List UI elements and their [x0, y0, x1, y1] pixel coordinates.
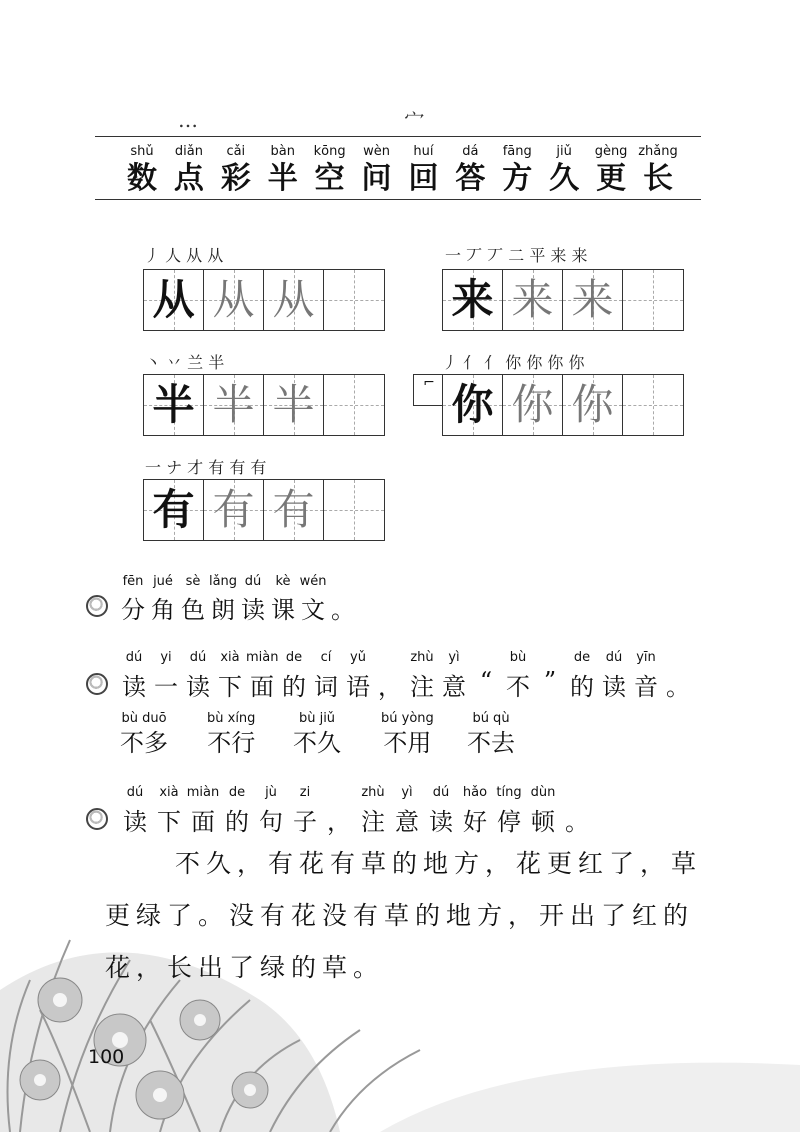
pinyin-syllable: de	[285, 650, 303, 665]
pinyin-syllable: dú	[126, 785, 144, 800]
grid-cell	[503, 270, 563, 330]
pinyin-syllable: zhù	[410, 650, 434, 665]
hanzi: 课	[271, 596, 295, 624]
trace-char: 半	[212, 380, 255, 429]
passage-line-1: 不久，有花有草的地方，花更红了，草	[175, 849, 703, 878]
word-item	[167, 143, 211, 197]
hanzi: 语	[346, 673, 370, 701]
pinyin-syllable	[374, 650, 406, 665]
pinyin-syllable: cí	[320, 650, 332, 665]
hanzi: 角	[151, 596, 175, 624]
word-hanzi: 回	[408, 161, 439, 196]
word-item	[308, 143, 352, 197]
hanzi: 读	[123, 808, 147, 836]
hanzi: 一	[154, 673, 178, 701]
pinyin-syllable: hǎo	[462, 785, 488, 800]
hanzi: 。	[666, 673, 690, 701]
model-char: 你	[451, 380, 494, 429]
word-pinyin: huí	[413, 144, 434, 159]
writing-grid-ni	[442, 374, 684, 436]
trace-char: 有	[272, 485, 315, 534]
pinyin-syllable: jué	[153, 574, 173, 589]
grid-cell	[503, 375, 563, 435]
exercise-1-pinyin	[118, 574, 328, 589]
grid-cell	[563, 375, 623, 435]
writing-grid-cong	[143, 269, 385, 331]
bu-word-hanzi: 不用	[383, 729, 432, 757]
hanzi: 面	[191, 808, 215, 836]
grid-tab-mark: ⌐	[413, 374, 444, 406]
word-pinyin: fāng	[502, 144, 532, 159]
reading-passage	[105, 838, 702, 994]
word-pinyin: bàn	[270, 144, 295, 159]
hanzi: 文	[301, 596, 325, 624]
word-pinyin: diǎn	[174, 144, 203, 159]
trace-char: 从	[212, 275, 255, 324]
hanzi: 。	[565, 808, 589, 836]
pinyin-syllable: dú	[189, 650, 207, 665]
bu-word-hanzi: 不多	[120, 729, 168, 757]
hanzi: 停	[497, 808, 521, 836]
pinyin-syllable: dú	[244, 574, 262, 589]
word-pinyin: jiǔ	[556, 144, 572, 159]
pinyin-syllable: jù	[265, 785, 277, 800]
word-pinyin: dá	[462, 144, 479, 159]
hanzi: “	[479, 667, 493, 695]
pinyin-syllable: yi	[160, 650, 172, 665]
model-char: 有	[152, 485, 195, 534]
hanzi: 意	[395, 808, 419, 836]
hanzi: 读	[186, 673, 210, 701]
bu-word-pinyin: bù duō	[121, 711, 167, 726]
word-pinyin: zhǎng	[638, 144, 678, 159]
word-hanzi: 长	[642, 161, 673, 196]
bu-word-pinyin: bú yòng	[381, 711, 434, 726]
exercise-1-text	[118, 590, 358, 625]
hanzi: 注	[361, 808, 385, 836]
word-hanzi: 更	[596, 161, 627, 196]
pinyin-syllable: dú	[432, 785, 450, 800]
pinyin-syllable: zi	[299, 785, 311, 800]
bu-word-item	[467, 710, 515, 758]
hanzi: 意	[442, 673, 466, 701]
grid-cell	[264, 375, 324, 435]
bu-word-item	[381, 710, 434, 758]
top-rule	[95, 136, 701, 137]
hanzi: 色	[181, 596, 205, 624]
word-hanzi: 空	[314, 161, 345, 196]
passage-line-2: 更绿了。没有花没有草的地方，开出了红的	[105, 901, 695, 930]
word-item	[495, 143, 539, 197]
hanzi: 。	[331, 596, 355, 624]
pinyin-syllable: bù	[509, 650, 527, 665]
stroke-order-ni: 丿 亻 亻 你 你 你 你	[442, 353, 585, 372]
grid-cell	[204, 270, 264, 330]
pinyin-syllable	[534, 650, 566, 665]
word-hanzi: 彩	[220, 161, 251, 196]
trace-char: 从	[272, 275, 315, 324]
bottom-rule	[95, 199, 701, 200]
pinyin-syllable: wén	[299, 574, 327, 589]
bu-word-item	[293, 710, 341, 758]
hanzi: 读	[602, 673, 626, 701]
word-pinyin: kōng	[313, 144, 346, 159]
page-number: 100	[88, 1046, 125, 1068]
grid-cell	[563, 270, 623, 330]
pinyin-syllable: kè	[275, 574, 291, 589]
top-fragment: … 宀	[178, 108, 525, 132]
word-hanzi: 答	[455, 161, 486, 196]
hanzi: 子	[293, 808, 317, 836]
word-pinyin: shǔ	[130, 144, 154, 159]
hanzi: 面	[250, 673, 274, 701]
grid-cell	[264, 480, 324, 540]
bu-word-hanzi: 不行	[207, 729, 256, 757]
trace-char: 有	[212, 485, 255, 534]
hanzi: 词	[314, 673, 338, 701]
word-item	[542, 143, 586, 197]
grid-cell	[144, 375, 204, 435]
word-hanzi: 问	[361, 161, 392, 196]
pinyin-syllable: lǎng	[208, 574, 238, 589]
grid-cell	[443, 270, 503, 330]
grid-cell	[623, 375, 683, 435]
grid-cell	[324, 375, 384, 435]
pinyin-syllable: fēn	[122, 574, 144, 589]
exercise-2-text	[118, 667, 694, 702]
word-hanzi: 数	[127, 161, 157, 196]
word-item	[636, 143, 680, 197]
grid-cell	[443, 375, 503, 435]
new-word-list	[120, 143, 680, 197]
stroke-order-lai: 一 丆 丆 二 平 来 来	[445, 246, 588, 265]
hanzi: 读	[122, 673, 146, 701]
hanzi: 顿	[531, 808, 555, 836]
pinyin-syllable: de	[228, 785, 246, 800]
pinyin-syllable: yǔ	[350, 650, 366, 665]
pinyin-syllable: yì	[448, 650, 460, 665]
exercise-3-pinyin	[118, 785, 594, 800]
exercise-1-icon	[86, 595, 108, 617]
grid-cell	[144, 270, 204, 330]
grid-cell	[324, 270, 384, 330]
word-item	[589, 143, 633, 197]
stroke-order-ban: 丶 丷 兰 半	[145, 353, 225, 372]
word-hanzi: 方	[502, 161, 533, 196]
word-item	[401, 143, 445, 197]
hanzi: 音	[634, 673, 658, 701]
word-item	[261, 143, 305, 197]
hanzi: 的	[282, 673, 306, 701]
stroke-order-you: 一 ナ 才 有 有 有	[145, 458, 267, 477]
exercise-2-pinyin	[118, 650, 694, 665]
pinyin-syllable: dú	[125, 650, 143, 665]
pinyin-syllable	[560, 785, 594, 800]
exercise-3-text	[118, 802, 594, 837]
pinyin-syllable: zhù	[361, 785, 385, 800]
word-item	[355, 143, 399, 197]
exercise-2-icon	[86, 673, 108, 695]
pinyin-syllable: yì	[401, 785, 413, 800]
trace-char: 来	[511, 275, 554, 324]
hanzi: 注	[410, 673, 434, 701]
bu-word-hanzi: 不久	[293, 729, 341, 757]
grid-cell	[204, 375, 264, 435]
exercise-3-icon	[86, 808, 108, 830]
pinyin-syllable: tíng	[496, 785, 522, 800]
pinyin-syllable	[662, 650, 694, 665]
hanzi: 的	[570, 673, 594, 701]
hanzi: ”	[543, 667, 557, 695]
hanzi: 下	[157, 808, 181, 836]
hanzi: 不	[506, 673, 530, 701]
word-hanzi: 点	[173, 161, 204, 196]
stroke-order-cong: 丿 人 从 从	[144, 246, 224, 265]
pinyin-syllable	[322, 785, 356, 800]
pinyin-syllable: yīn	[636, 650, 656, 665]
grid-cell	[623, 270, 683, 330]
grid-cell	[144, 480, 204, 540]
trace-char: 你	[571, 380, 614, 429]
hanzi: 下	[218, 673, 242, 701]
pinyin-syllable: xià	[159, 785, 179, 800]
hanzi: 好	[463, 808, 487, 836]
word-pinyin: wèn	[363, 144, 390, 159]
word-item	[120, 143, 164, 197]
bu-word-item	[120, 710, 168, 758]
word-item	[448, 143, 492, 197]
hanzi: ，	[378, 673, 402, 701]
pinyin-syllable: dùn	[530, 785, 556, 800]
pinyin-syllable: miàn	[246, 650, 279, 665]
bu-word-item	[207, 710, 255, 758]
writing-grid-you	[143, 479, 385, 541]
hanzi: 读	[241, 596, 265, 624]
trace-char: 半	[272, 380, 315, 429]
pinyin-syllable: de	[573, 650, 591, 665]
hanzi: 朗	[211, 596, 235, 624]
hanzi: 分	[121, 596, 145, 624]
hanzi: ，	[327, 808, 351, 836]
word-pinyin: cǎi	[226, 144, 246, 159]
word-hanzi: 半	[267, 161, 298, 196]
grid-cell	[324, 480, 384, 540]
bu-word-hanzi: 不去	[467, 729, 515, 757]
pinyin-syllable: miàn	[186, 785, 220, 800]
model-char: 来	[451, 275, 494, 324]
hanzi: 读	[429, 808, 453, 836]
pinyin-syllable: xià	[220, 650, 240, 665]
bu-word-pinyin: bú qù	[472, 711, 510, 726]
passage-line-3: 花，长出了绿的草。	[105, 953, 385, 982]
writing-grid-lai	[442, 269, 684, 331]
model-char: 半	[152, 380, 195, 429]
trace-char: 你	[511, 380, 554, 429]
trace-char: 来	[571, 275, 614, 324]
pinyin-syllable: sè	[185, 574, 201, 589]
word-item	[214, 143, 258, 197]
hanzi: 的	[225, 808, 249, 836]
pinyin-syllable	[470, 650, 502, 665]
model-char: 从	[152, 275, 195, 324]
bu-word-pinyin: bù jiǔ	[298, 711, 336, 726]
bu-word-pinyin: bù xíng	[207, 711, 256, 726]
pinyin-syllable: dú	[605, 650, 623, 665]
word-pinyin: gèng	[594, 144, 628, 159]
grid-cell	[204, 480, 264, 540]
writing-grid-ban	[143, 374, 385, 436]
hanzi: 句	[259, 808, 283, 836]
word-hanzi: 久	[549, 161, 580, 196]
grid-cell	[264, 270, 324, 330]
